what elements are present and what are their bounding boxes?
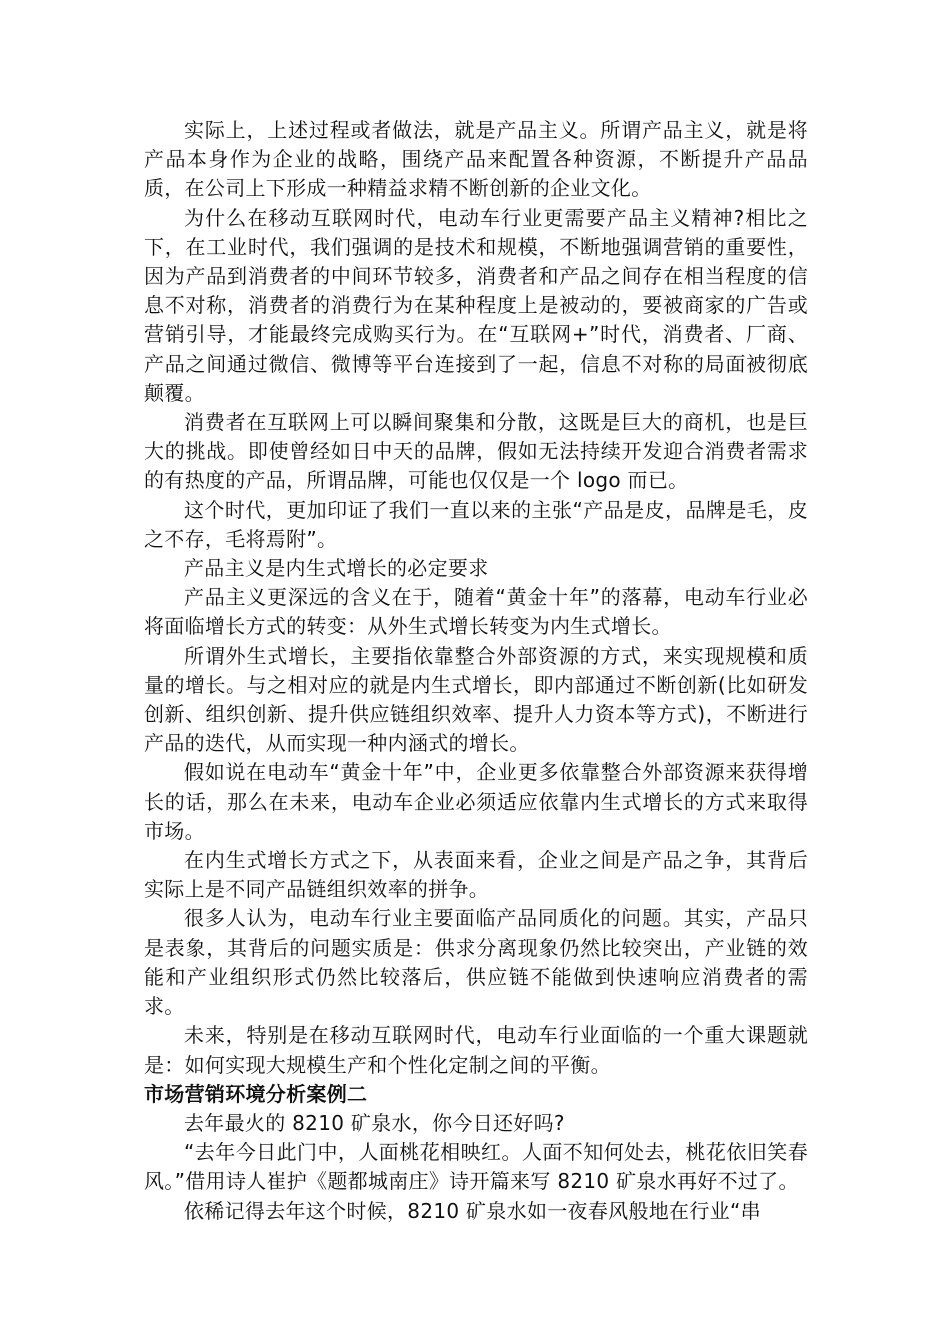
body-paragraph: 未来，特别是在移动互联网时代，电动车行业面临的一个重大课题就是：如何实现大规模生产和个性化定制之间的平衡。 [144,1023,808,1077]
section-heading: 市场营销环境分析案例二 [144,1081,368,1106]
document-page [144,116,808,1226]
body-paragraph: 这个时代，更加印证了我们一直以来的主张“产品是皮，品牌是毛，皮之不存，毛将焉附”。 [144,497,808,551]
body-paragraph: 假如说在电动车“黄金十年”中，企业更多依靠整合外部资源来获得增长的话，那么在未来，电动车企业必须适应依靠内生式增长的方式来取得市场。 [144,760,808,843]
body-paragraph: 所谓外生式增长，主要指依靠整合外部资源的方式，来实现规模和质量的增长。与之相对应的就是内生式增长，即内部通过不断创新(比如研发创新、组织创新、提升供应链组织效率、提升人力资本等方式)，不断进行产品的迭代，从而实现一种内涵式的增长。 [144,643,808,756]
body-paragraph: 依稀记得去年这个时候，8210 矿泉水如一夜春风般地在行业“串 [184,1198,761,1223]
body-paragraph: “去年今日此门中，人面桃花相映红。人面不知何处去，桃花依旧笑春风。”借用诗人崔护《题都城南庄》诗开篇来写 8210 矿泉水再好不过了。 [144,1140,808,1194]
body-paragraph: 为什么在移动互联网时代，电动车行业更需要产品主义精神?相比之下，在工业时代，我们强调的是技术和规模，不断地强调营销的重要性，因为产品到消费者的中间环节较多，消费者和产品之间存在相当程度的信息不对称，消费者的消费行为在某种程度上是被动的，要被商家的广告或营销引导，才能最终完成购买行为。在“互联网+”时代，消费者、厂商、产品之间通过微信、微博等平台连接到了一起，信息不对称的局面被彻底颠覆。 [144,205,808,405]
body-paragraph: 实际上，上述过程或者做法，就是产品主义。所谓产品主义，就是将产品本身作为企业的战略，围绕产品来配置各种资源，不断提升产品品质，在公司上下形成一种精益求精不断创新的企业文化。 [144,118,808,201]
body-paragraph: 产品主义更深远的含义在于，随着“黄金十年”的落幕，电动车行业必将面临增长方式的转变：从外生式增长转变为内生式增长。 [144,585,808,639]
body-paragraph: 在内生式增长方式之下，从表面来看，企业之间是产品之争，其背后实际上是不同产品链组织效率的拼争。 [144,848,808,902]
body-paragraph: 很多人认为，电动车行业主要面临产品同质化的问题。其实，产品只是表象，其背后的问题实质是：供求分离现象仍然比较突出，产业链的效能和产业组织形式仍然比较落后，供应链不能做到快速响应消费者的需求。 [144,906,808,1019]
body-paragraph: 去年最火的 8210 矿泉水，你今日还好吗? [184,1110,565,1135]
body-paragraph: 消费者在互联网上可以瞬间聚集和分散，这既是巨大的商机，也是巨大的挑战。即使曾经如日中天的品牌，假如无法持续开发迎合消费者需求的有热度的产品，所谓品牌，可能也仅仅是一个 logo 而已。 [144,410,808,493]
subheading-paragraph: 产品主义是内生式增长的必定要求 [184,556,489,581]
